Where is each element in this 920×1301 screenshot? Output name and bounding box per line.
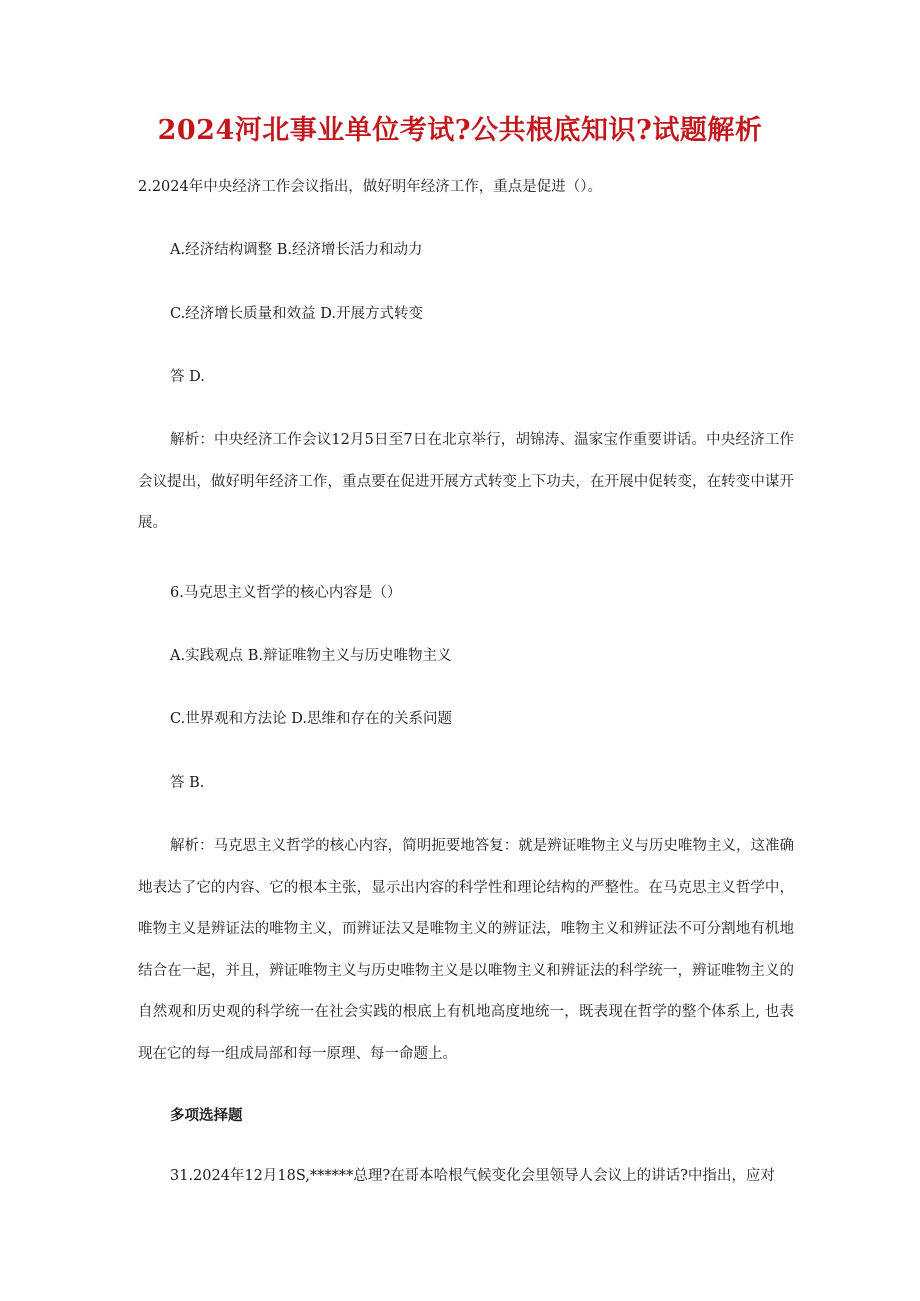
question-6-options-ab: A.实践观点 B.辩证唯物主义与历史唯物主义 bbox=[170, 648, 452, 664]
question-6-stem: 6.马克思主义哲学的核心内容是（） bbox=[170, 585, 402, 601]
question-2-answer: 答 D. bbox=[170, 369, 205, 385]
document-title: 2024河北事业单位考试?公共根底知识?试题解析 bbox=[157, 115, 763, 146]
section-heading: 多项选择题 bbox=[170, 1107, 243, 1124]
question-2-options-cd: C.经济增长质量和效益 D.开展方式转变 bbox=[170, 306, 424, 322]
question-6-answer: 答 B. bbox=[170, 775, 205, 791]
question-31-stem: 31.2024年12月18S,******总理?在哥本哈根气候变化会里领导人会议上的讲话?中指出，应对 bbox=[170, 1168, 775, 1184]
question-6-analysis: 解析：马克思主义哲学的核心内容，简明扼要地答复：就是辨证唯物主义与历史唯物主义，这准确地表达了它的内容、它的根本主张，显示出内容的科学性和理论结构的严整性。在马克思主义哲学中，唯物主义是辨证法的唯物主义，而辨证法又是唯物主义的辨证法，唯物主义和辨证法不可分割地有机地结合在一起，并且，辨证唯物主义与历史唯物主义是以唯物主义和辨证法的科学统一，辨证唯物主义的自然观和历史观的科学统一在社会实践的根底上有机地高度地统一，既表现在哲学的整个体系上, 也表现在它的每一组成局部和每一原理、每一命题上。 bbox=[138, 838, 794, 1062]
question-6-options-cd: C.世界观和方法论 D.思维和存在的关系问题 bbox=[170, 711, 453, 727]
question-2-options-ab: A.经济结构调整 B.经济增长活力和动力 bbox=[170, 242, 423, 258]
question-2-stem: 2.2024年中央经济工作会议指出，做好明年经济工作，重点是促进（）。 bbox=[138, 179, 602, 195]
question-2-analysis: 解析：中央经济工作会议12月5日至7日在北京举行，胡锦涛、温家宝作重要讲话。中央经济工作会议提出，做好明年经济工作，重点要在促进开展方式转变上下功夫，在开展中促转变，在转变中谋开展。 bbox=[138, 432, 794, 531]
